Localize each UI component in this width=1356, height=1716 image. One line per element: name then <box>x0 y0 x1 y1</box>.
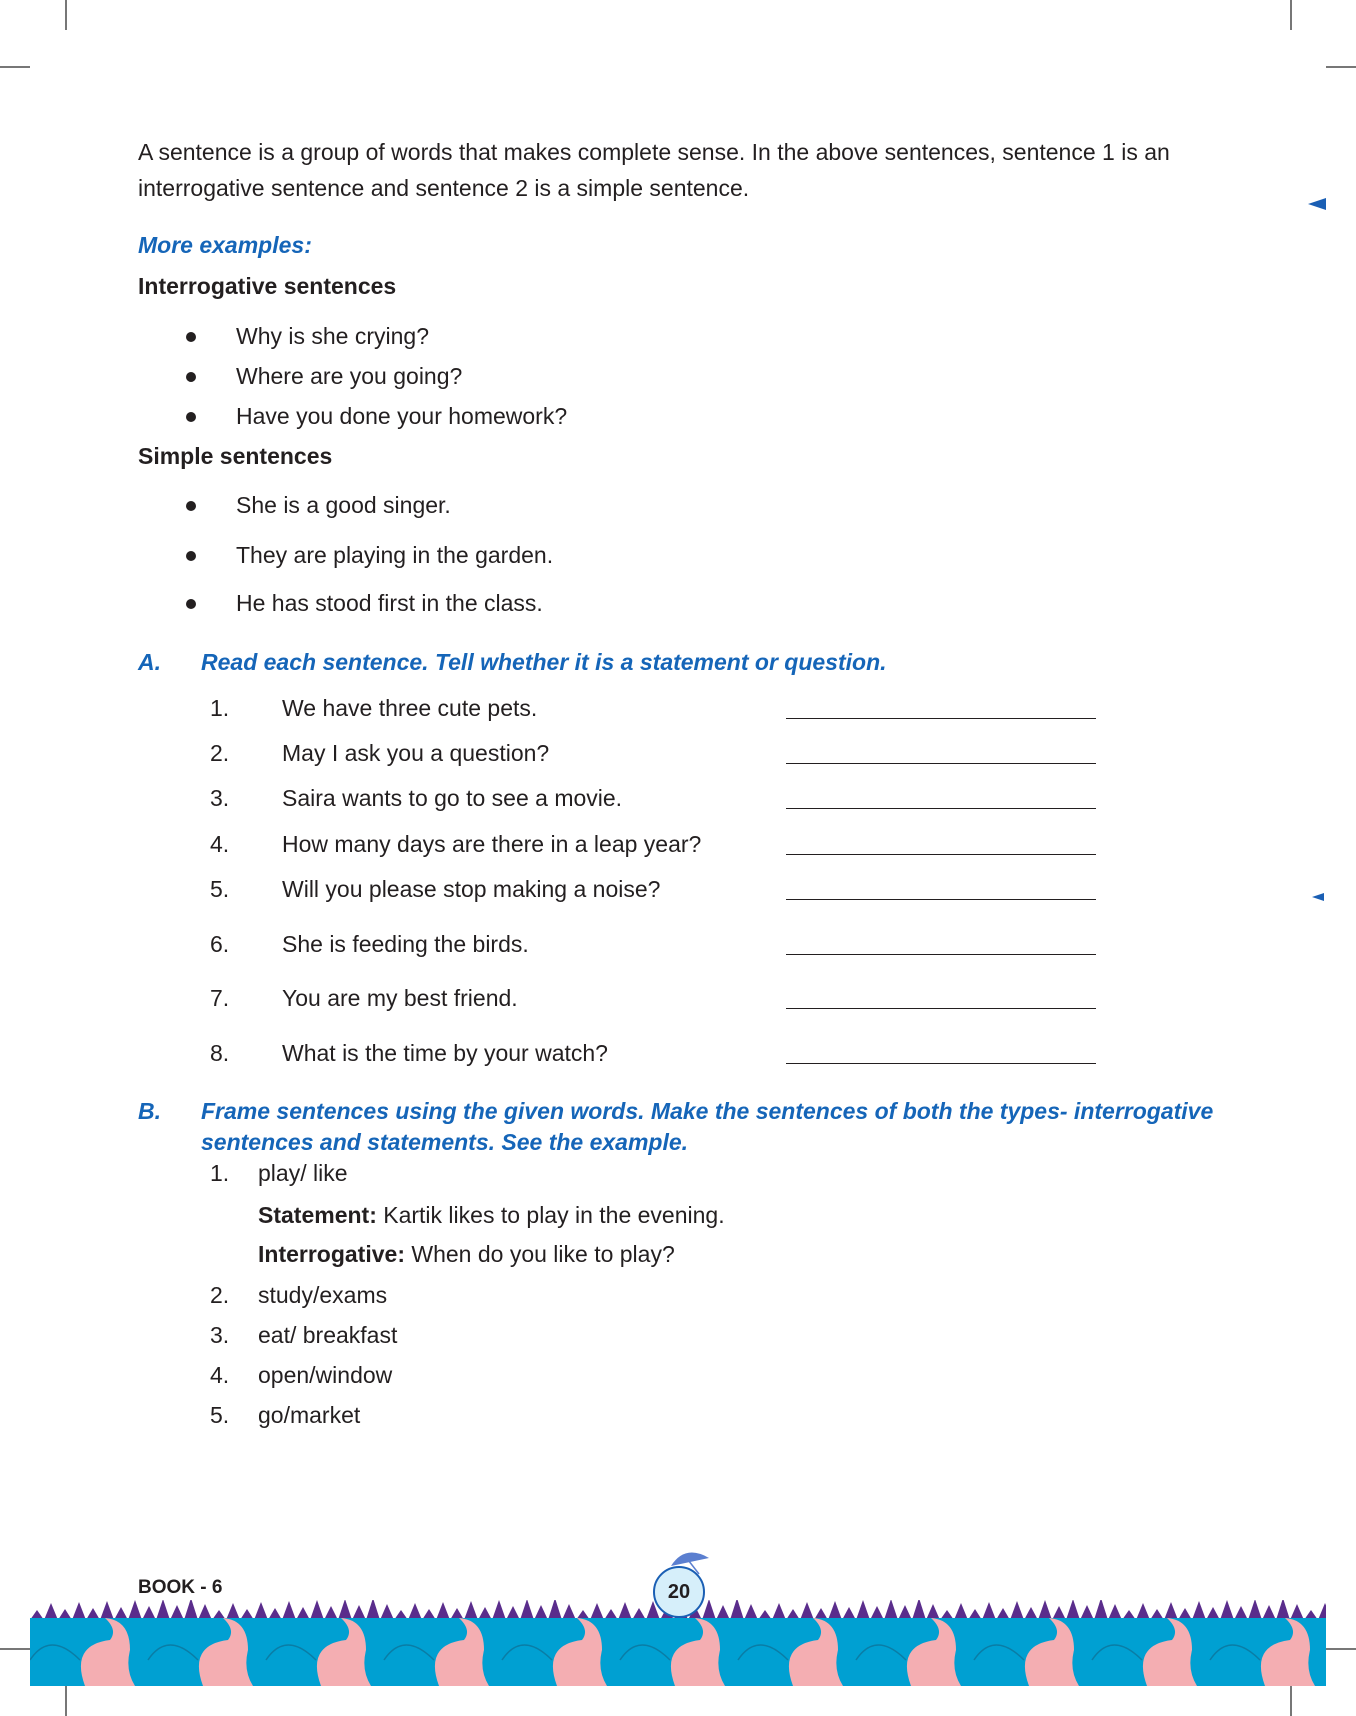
margin-marker-icon <box>1312 893 1324 901</box>
tree-shape <box>1192 1601 1206 1620</box>
item-sentence: We have three cute pets. <box>282 695 538 721</box>
tree-shape <box>492 1600 506 1620</box>
crop-mark <box>1290 0 1292 30</box>
tree-shape <box>436 1602 450 1620</box>
tree-shape <box>1276 1600 1290 1620</box>
tree-shape <box>226 1603 240 1620</box>
tree-shape <box>380 1604 394 1620</box>
tree-shape <box>408 1603 422 1620</box>
item-number: 4. <box>210 831 230 857</box>
tree-shape <box>72 1602 86 1620</box>
item-number: 6. <box>210 931 230 957</box>
tree-shape <box>1248 1600 1262 1620</box>
tree-shape <box>1080 1605 1094 1620</box>
answer-blank[interactable] <box>786 763 1096 764</box>
tree-shape <box>828 1601 842 1620</box>
tree-shape <box>1262 1605 1276 1620</box>
tree-shape <box>618 1602 632 1620</box>
bullet-icon <box>186 412 196 422</box>
list-item: Where are you going? <box>236 363 463 389</box>
tree-shape <box>856 1600 870 1620</box>
more-examples-heading: More examples: <box>138 232 312 258</box>
bullet-icon <box>186 599 196 609</box>
tree-shape <box>1108 1604 1122 1620</box>
tree-shape <box>366 1600 380 1620</box>
tree-shape <box>562 1604 576 1620</box>
item-number: 2. <box>210 1282 230 1308</box>
tree-shape <box>156 1600 170 1620</box>
tree-shape <box>1038 1600 1052 1620</box>
tree-shape <box>590 1603 604 1620</box>
exercise-b-letter: B. <box>138 1098 161 1124</box>
tree-shape <box>954 1603 968 1620</box>
tree-shape <box>912 1600 926 1620</box>
interrogative-text: When do you like to play? <box>411 1241 675 1267</box>
tree-shape <box>520 1600 534 1620</box>
answer-blank[interactable] <box>786 808 1096 809</box>
tree-shape <box>142 1606 156 1620</box>
tree-shape <box>1318 1603 1326 1620</box>
statement-label: Statement: <box>258 1202 377 1228</box>
crop-mark <box>65 1686 67 1716</box>
exercise-b-instruction-2: sentences and statements. See the example. <box>201 1129 689 1155</box>
tree-shape <box>310 1600 324 1620</box>
tree-shape <box>870 1606 884 1620</box>
item-words: go/market <box>258 1402 361 1428</box>
item-words: eat/ breakfast <box>258 1322 398 1348</box>
crop-mark <box>0 66 30 68</box>
tree-shape <box>1052 1606 1066 1620</box>
item-number: 7. <box>210 985 230 1011</box>
tree-shape <box>1290 1604 1304 1620</box>
item-number: 4. <box>210 1362 230 1388</box>
item-number: 2. <box>210 740 230 766</box>
intro-line-1: A sentence is a group of words that makes complete sense. In the above sentences, sentence 1 is an <box>138 139 1170 165</box>
tree-shape <box>1010 1601 1024 1620</box>
item-sentence: Will you please stop making a noise? <box>282 876 661 902</box>
tree-shape <box>324 1606 338 1620</box>
answer-blank[interactable] <box>786 899 1096 900</box>
tree-shape <box>1234 1606 1248 1620</box>
tree-shape <box>534 1605 548 1620</box>
tree-shape <box>982 1602 996 1620</box>
item-sentence: You are my best friend. <box>282 985 518 1011</box>
item-sentence: How many days are there in a leap year? <box>282 831 702 857</box>
exercise-b-instruction-1: Frame sentences using the given words. Make the sentences of both the types- interrogative <box>201 1098 1214 1124</box>
exercise-a-letter: A. <box>138 649 161 675</box>
page-number: 20 <box>653 1566 705 1618</box>
item-number: 3. <box>210 1322 230 1348</box>
bullet-icon <box>186 332 196 342</box>
item-number: 8. <box>210 1040 230 1066</box>
item-words: study/exams <box>258 1282 388 1308</box>
item-sentence: Saira wants to go to see a movie. <box>282 785 623 811</box>
statement-text: Kartik likes to play in the evening. <box>383 1202 725 1228</box>
example-statement <box>258 1201 725 1229</box>
list-item: Have you done your homework? <box>236 403 568 429</box>
tree-shape <box>800 1602 814 1620</box>
item-sentence: She is feeding the birds. <box>282 931 529 957</box>
tree-shape <box>170 1605 184 1620</box>
answer-blank[interactable] <box>786 854 1096 855</box>
item-words: open/window <box>258 1362 393 1388</box>
item-number: 1. <box>210 695 230 721</box>
item-number: 5. <box>210 876 230 902</box>
tree-shape <box>1094 1600 1108 1620</box>
intro-line-2: interrogative sentence and sentence 2 is a simple sentence. <box>138 175 750 201</box>
tree-shape <box>1164 1602 1178 1620</box>
item-number: 5. <box>210 1402 230 1428</box>
crop-mark <box>1326 66 1356 68</box>
exercise-a-instruction: Read each sentence. Tell whether it is a statement or question. <box>201 649 887 675</box>
answer-blank[interactable] <box>786 954 1096 955</box>
tree-shape <box>184 1600 198 1620</box>
tree-shape <box>548 1600 562 1620</box>
item-sentence: May I ask you a question? <box>282 740 550 766</box>
example-interrogative <box>258 1240 675 1268</box>
answer-blank[interactable] <box>786 1008 1096 1009</box>
list-item: She is a good singer. <box>236 492 451 518</box>
tree-shape <box>198 1604 212 1620</box>
tree-shape <box>716 1605 730 1620</box>
bullet-icon <box>186 551 196 561</box>
tree-shape <box>464 1601 478 1620</box>
tree-shape <box>1066 1600 1080 1620</box>
interrogative-heading: Interrogative sentences <box>138 273 397 299</box>
tree-shape <box>1220 1600 1234 1620</box>
list-item: He has stood first in the class. <box>236 590 543 616</box>
bullet-icon <box>186 501 196 511</box>
tree-shape <box>338 1600 352 1620</box>
item-number: 3. <box>210 785 230 811</box>
crop-mark <box>1290 1686 1292 1716</box>
tree-shape <box>702 1600 716 1620</box>
crop-mark <box>1326 1648 1356 1650</box>
tree-shape <box>282 1601 296 1620</box>
answer-blank[interactable] <box>786 1063 1096 1064</box>
tree-shape <box>100 1601 114 1620</box>
tree-shape <box>772 1603 786 1620</box>
tree-shape <box>352 1605 366 1620</box>
book-label: BOOK - 6 <box>138 1577 223 1598</box>
list-item: Why is she crying? <box>236 323 430 349</box>
margin-marker-icon <box>1308 198 1326 210</box>
tree-shape <box>744 1604 758 1620</box>
interrogative-label: Interrogative: <box>258 1241 405 1267</box>
example-number: 1. <box>210 1160 230 1186</box>
tree-shape <box>506 1606 520 1620</box>
example-words: play/ like <box>258 1160 348 1186</box>
bullet-icon <box>186 372 196 382</box>
tree-shape <box>884 1600 898 1620</box>
crop-mark <box>0 1648 30 1650</box>
item-sentence: What is the time by your watch? <box>282 1040 608 1066</box>
list-item: They are playing in the garden. <box>236 542 554 568</box>
tree-shape <box>254 1602 268 1620</box>
answer-blank[interactable] <box>786 718 1096 719</box>
tree-shape <box>730 1600 744 1620</box>
tree-shape <box>1136 1603 1150 1620</box>
tree-shape <box>128 1600 142 1620</box>
tree-shape <box>926 1604 940 1620</box>
tree-shape <box>898 1605 912 1620</box>
simple-heading: Simple sentences <box>138 443 333 469</box>
tree-shape <box>44 1603 58 1620</box>
crop-mark <box>65 0 67 30</box>
